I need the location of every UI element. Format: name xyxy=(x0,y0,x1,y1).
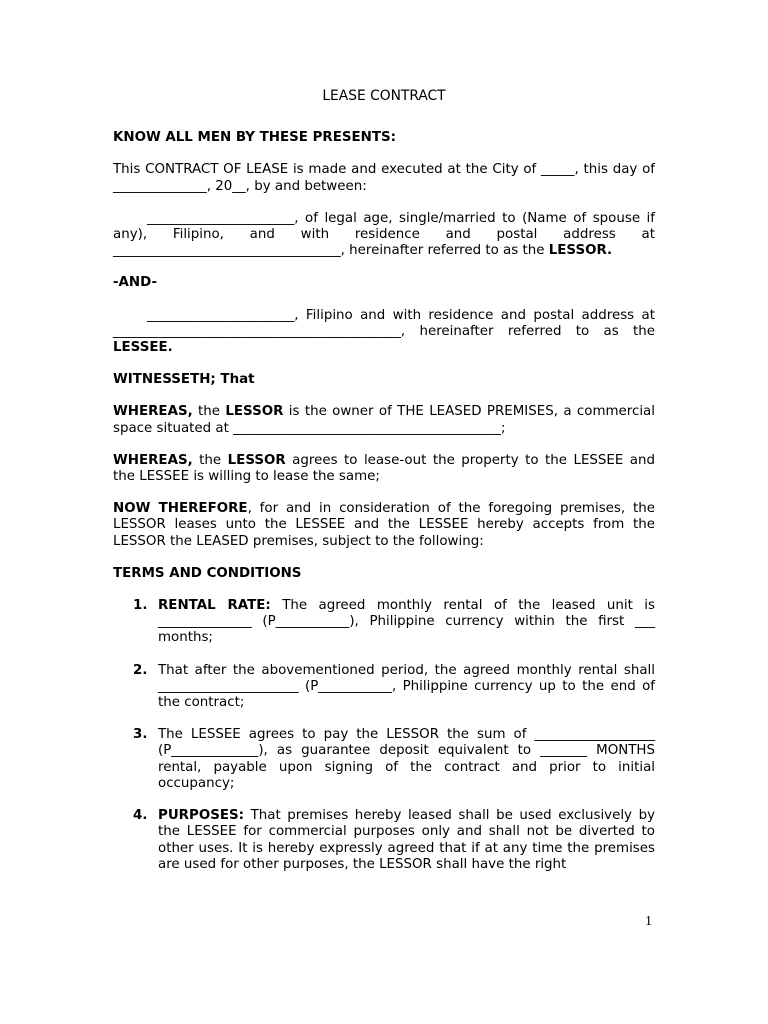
whereas-1-lessor: LESSOR xyxy=(225,404,284,420)
and-separator: -AND- xyxy=(113,275,158,291)
term-label: RENTAL RATE: xyxy=(158,598,271,614)
lessee-text: ______________________, Filipino and with residence and postal address at ___________________________________________, hereinafter referred to as the xyxy=(113,307,655,339)
whereas-1-label: WHEREAS, xyxy=(113,404,193,420)
term-text: That premises hereby leased shall be used exclusively by the LESSEE for commercial purposes only and shall not be diverted to other uses. It is hereby expressly agreed that if at any time the premises are used for other purposes, the LESSOR shall have the right xyxy=(158,808,655,872)
document-body xyxy=(113,88,655,889)
lessor-label: LESSOR. xyxy=(548,243,613,259)
intro-paragraph: This CONTRACT OF LEASE is made and executed at the City of _____, this day of ______________, 20__, by and between: xyxy=(113,162,655,194)
lessee-label: LESSEE. xyxy=(113,340,173,356)
whereas-paragraph-1 xyxy=(113,404,655,436)
whereas-2-text-b: agrees to lease-out the property to the LESSEE and the LESSEE is willing to lease the same; xyxy=(113,452,655,485)
now-therefore-paragraph xyxy=(113,501,655,550)
term-item-4 xyxy=(113,808,655,873)
term-number: 3. xyxy=(133,727,148,743)
now-therefore-label: NOW THEREFORE xyxy=(113,501,248,517)
lessor-text: ______________________, of legal age, single/married to (Name of spouse if any), Filipino, and with residence and postal address at __________________________________, hereinafter referred to as the xyxy=(113,210,655,259)
term-text: That after the abovementioned period, the agreed monthly rental shall _____________________ (P___________, Philippine currency up to the end of the contract; xyxy=(158,662,655,711)
witnesseth-heading: WITNESSETH; That xyxy=(113,372,255,388)
term-item-2 xyxy=(113,663,655,712)
whereas-2-lessor: LESSOR xyxy=(227,452,286,468)
terms-heading: TERMS AND CONDITIONS xyxy=(113,565,302,581)
term-number: 4. xyxy=(133,808,148,824)
lessor-paragraph xyxy=(113,211,655,260)
document-title: LEASE CONTRACT xyxy=(322,88,446,104)
lessee-paragraph xyxy=(113,308,655,357)
term-label: PURPOSES: xyxy=(158,808,244,824)
now-therefore-text: , for and in consideration of the foregoing premises, the LESSOR leases unto the LESSEE and the LESSEE hereby accepts from the LESSOR the LEASED premises, subject to the following: xyxy=(113,501,655,549)
whereas-1-text-a: the xyxy=(192,404,226,420)
whereas-2-label: WHEREAS, xyxy=(113,452,193,468)
term-item-3 xyxy=(113,727,655,792)
whereas-paragraph-2 xyxy=(113,453,655,485)
know-all-heading: KNOW ALL MEN BY THESE PRESENTS: xyxy=(113,130,397,146)
whereas-1-text-b: is the owner of THE LEASED PREMISES, a commercial space situated at ________________________________________; xyxy=(113,404,655,436)
term-item-1 xyxy=(113,598,655,647)
whereas-2-text-a: the xyxy=(192,452,228,468)
term-number: 1. xyxy=(133,598,148,614)
page-number: 1 xyxy=(645,914,652,929)
term-text: The LESSEE agrees to pay the LESSOR the sum of __________________ (P_____________), as guarantee deposit equivalent to _______ MONTHS rental, payable upon signing of the contract and prior to initial occupancy; xyxy=(158,727,655,791)
terms-list xyxy=(113,598,655,873)
term-number: 2. xyxy=(133,662,148,678)
term-text: The agreed monthly rental of the leased unit is ______________ (P___________), Philippine currency within the first ___ months; xyxy=(158,598,655,646)
